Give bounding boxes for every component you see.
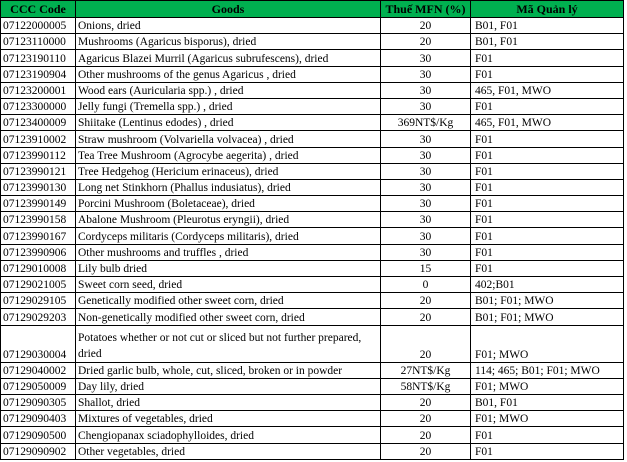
- mfn-tariff-cell: 30: [381, 196, 471, 212]
- management-code-cell: B01; F01; MWO: [471, 309, 624, 325]
- management-code-cell: F01: [471, 179, 624, 195]
- mfn-tariff-cell: 0: [381, 277, 471, 293]
- header-mfn-tariff: Thuế MFN (%): [381, 1, 471, 18]
- goods-cell: Agaricus Blazei Murril (Agaricus subrufescens), dried: [76, 50, 381, 66]
- table-row: [1, 378, 624, 394]
- ccc-code-cell: 07123990149: [1, 196, 76, 212]
- goods-cell: Shallot, dried: [76, 394, 381, 410]
- mfn-tariff-cell: 30: [381, 50, 471, 66]
- goods-cell: Lily bulb dried: [76, 260, 381, 276]
- ccc-code-cell: 07123990112: [1, 147, 76, 163]
- ccc-code-cell: 07123200001: [1, 82, 76, 98]
- management-code-cell: F01; MWO: [471, 325, 624, 362]
- goods-cell: Long net Stinkhorn (Phallus indusiatus), dried: [76, 179, 381, 195]
- table-row: [1, 260, 624, 276]
- goods-cell: Porcini Mushroom (Boletaceae), dried: [76, 196, 381, 212]
- header-ccc-code: CCC Code: [1, 1, 76, 18]
- management-code-cell: F01: [471, 147, 624, 163]
- mfn-tariff-cell: 30: [381, 147, 471, 163]
- ccc-code-cell: 07123990121: [1, 163, 76, 179]
- table-row: [1, 50, 624, 66]
- management-code-cell: F01: [471, 66, 624, 82]
- management-code-cell: B01, F01: [471, 18, 624, 34]
- mfn-tariff-cell: 20: [381, 394, 471, 410]
- management-code-cell: F01; MWO: [471, 378, 624, 394]
- ccc-code-cell: 07123110000: [1, 34, 76, 50]
- goods-cell: Wood ears (Auricularia spp.) , dried: [76, 82, 381, 98]
- management-code-cell: F01: [471, 228, 624, 244]
- table-row: [1, 163, 624, 179]
- ccc-code-cell: 07129090500: [1, 427, 76, 443]
- table-row: [1, 147, 624, 163]
- table-row: [1, 244, 624, 260]
- table-row: [1, 98, 624, 114]
- management-code-cell: 114; 465; B01; F01; MWO: [471, 362, 624, 378]
- goods-cell: Other mushrooms of the genus Agaricus , dried: [76, 66, 381, 82]
- ccc-code-cell: 07123190904: [1, 66, 76, 82]
- goods-cell: Mushrooms (Agaricus bisporus), dried: [76, 34, 381, 50]
- table-row: [1, 196, 624, 212]
- table-row: [1, 394, 624, 410]
- mfn-tariff-cell: 20: [381, 427, 471, 443]
- mfn-tariff-cell: 20: [381, 325, 471, 362]
- management-code-cell: F01: [471, 443, 624, 459]
- management-code-cell: 402;B01: [471, 277, 624, 293]
- goods-cell: Tea Tree Mushroom (Agrocybe aegerita) , dried: [76, 147, 381, 163]
- table-row: [1, 362, 624, 378]
- mfn-tariff-cell: 27NT$/Kg: [381, 362, 471, 378]
- ccc-code-cell: 07129030004: [1, 325, 76, 362]
- ccc-code-cell: 07123400009: [1, 115, 76, 131]
- ccc-code-cell: 07129021005: [1, 277, 76, 293]
- mfn-tariff-cell: 20: [381, 411, 471, 427]
- goods-cell: Mixtures of vegetables, dried: [76, 411, 381, 427]
- management-code-cell: F01: [471, 98, 624, 114]
- table-row: [1, 277, 624, 293]
- table-row: [1, 66, 624, 82]
- mfn-tariff-cell: 30: [381, 82, 471, 98]
- management-code-cell: F01: [471, 244, 624, 260]
- table-row: [1, 131, 624, 147]
- mfn-tariff-cell: 30: [381, 163, 471, 179]
- ccc-code-cell: 07123990906: [1, 244, 76, 260]
- ccc-code-cell: 07129029203: [1, 309, 76, 325]
- goods-cell: Cordyceps militaris (Cordyceps militaris), dried: [76, 228, 381, 244]
- management-code-cell: F01: [471, 50, 624, 66]
- goods-cell: Shiitake (Lentinus edodes) , dried: [76, 115, 381, 131]
- goods-cell: Sweet corn seed, dried: [76, 277, 381, 293]
- goods-cell: Day lily, dried: [76, 378, 381, 394]
- goods-cell: Genetically modified other sweet corn, dried: [76, 293, 381, 309]
- table-row: [1, 18, 624, 34]
- ccc-code-cell: 07129029105: [1, 293, 76, 309]
- mfn-tariff-cell: 369NT$/Kg: [381, 115, 471, 131]
- management-code-cell: 465, F01, MWO: [471, 115, 624, 131]
- ccc-code-cell: 07129090902: [1, 443, 76, 459]
- ccc-code-cell: 07123990130: [1, 179, 76, 195]
- table-row: [1, 427, 624, 443]
- management-code-cell: F01: [471, 163, 624, 179]
- table-row: [1, 115, 624, 131]
- mfn-tariff-cell: 30: [381, 244, 471, 260]
- ccc-code-cell: 07129010008: [1, 260, 76, 276]
- mfn-tariff-cell: 30: [381, 179, 471, 195]
- mfn-tariff-cell: 30: [381, 98, 471, 114]
- ccc-code-cell: 07129090403: [1, 411, 76, 427]
- header-goods: Goods: [76, 1, 381, 18]
- management-code-cell: 465, F01, MWO: [471, 82, 624, 98]
- table-row: [1, 293, 624, 309]
- management-code-cell: F01: [471, 212, 624, 228]
- table-row: [1, 34, 624, 50]
- goods-cell: Onions, dried: [76, 18, 381, 34]
- table-body: [1, 18, 624, 460]
- management-code-cell: F01: [471, 260, 624, 276]
- table-row: [1, 228, 624, 244]
- management-code-cell: B01, F01: [471, 34, 624, 50]
- ccc-code-cell: 07122000005: [1, 18, 76, 34]
- header-management-code: Mã Quản lý: [471, 1, 624, 18]
- table-row: [1, 82, 624, 98]
- goods-cell: Jelly fungi (Tremella spp.) , dried: [76, 98, 381, 114]
- ccc-code-cell: 07123190110: [1, 50, 76, 66]
- table-row: [1, 443, 624, 459]
- mfn-tariff-cell: 30: [381, 66, 471, 82]
- mfn-tariff-cell: 20: [381, 443, 471, 459]
- table-row: [1, 179, 624, 195]
- table-row: [1, 212, 624, 228]
- management-code-cell: F01; MWO: [471, 411, 624, 427]
- goods-cell: Other mushrooms and truffles , dried: [76, 244, 381, 260]
- ccc-code-cell: 07123990167: [1, 228, 76, 244]
- table-row: [1, 309, 624, 325]
- ccc-code-cell: 07129040002: [1, 362, 76, 378]
- mfn-tariff-cell: 15: [381, 260, 471, 276]
- mfn-tariff-cell: 30: [381, 228, 471, 244]
- table-row: [1, 411, 624, 427]
- goods-cell: Non-genetically modified other sweet corn, dried: [76, 309, 381, 325]
- management-code-cell: F01: [471, 427, 624, 443]
- mfn-tariff-cell: 20: [381, 293, 471, 309]
- mfn-tariff-cell: 30: [381, 212, 471, 228]
- ccc-code-cell: 07123990158: [1, 212, 76, 228]
- ccc-code-cell: 07123300000: [1, 98, 76, 114]
- mfn-tariff-cell: 58NT$/Kg: [381, 378, 471, 394]
- ccc-code-cell: 07129090305: [1, 394, 76, 410]
- header-row: [1, 1, 624, 18]
- mfn-tariff-cell: 30: [381, 131, 471, 147]
- management-code-cell: F01: [471, 196, 624, 212]
- ccc-code-cell: 07129050009: [1, 378, 76, 394]
- goods-cell: Dried garlic bulb, whole, cut, sliced, broken or in powder: [76, 362, 381, 378]
- management-code-cell: F01: [471, 131, 624, 147]
- ccc-code-cell: 07123910002: [1, 131, 76, 147]
- goods-cell: Other vegetables, dried: [76, 443, 381, 459]
- goods-cell: Abalone Mushroom (Pleurotus eryngii), dried: [76, 212, 381, 228]
- mfn-tariff-cell: 20: [381, 18, 471, 34]
- management-code-cell: B01, F01: [471, 394, 624, 410]
- goods-cell: Chengiopanax sciadophylloides, dried: [76, 427, 381, 443]
- goods-cell: Tree Hedgehog (Hericium erinaceus), dried: [76, 163, 381, 179]
- mfn-tariff-cell: 20: [381, 34, 471, 50]
- management-code-cell: B01; F01; MWO: [471, 293, 624, 309]
- goods-cell: Straw mushroom (Volvariella volvacea) , dried: [76, 131, 381, 147]
- goods-cell: Potatoes whether or not cut or sliced but not further prepared, dried: [76, 325, 381, 362]
- mfn-tariff-cell: 20: [381, 309, 471, 325]
- table-row: [1, 325, 624, 362]
